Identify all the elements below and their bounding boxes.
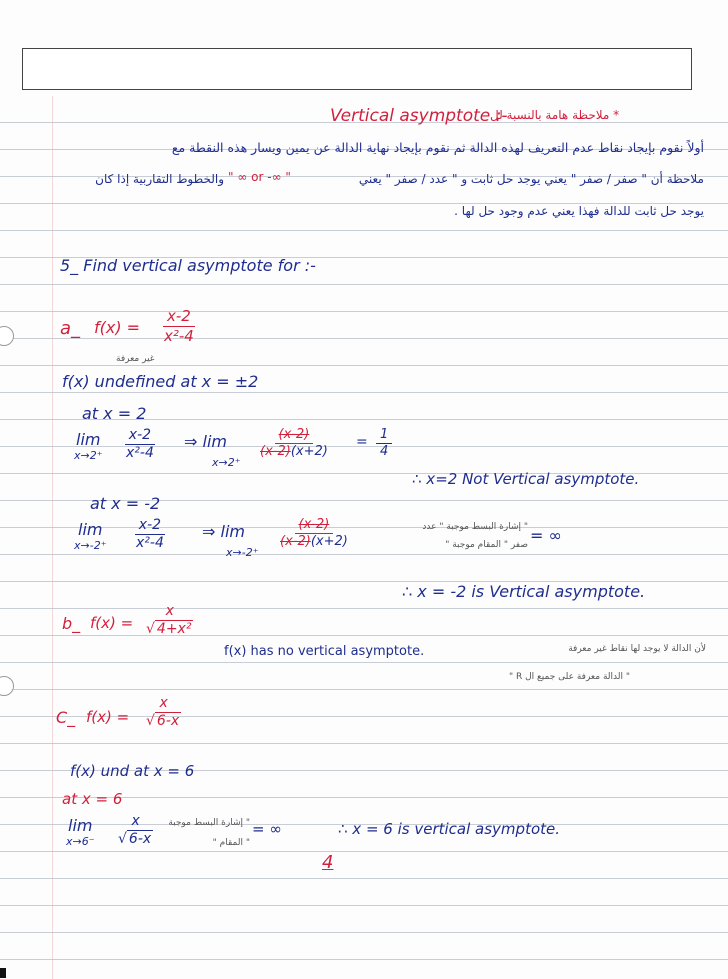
part-a-numerator: x-2 [163,308,195,327]
note-paragraph-line2-a: ملاحظة أن " صفر / صفر " يعني يوجد حل ثابت و " عدد / صفر " يعني [358,172,704,186]
lim-1b-fraction [256,428,332,460]
lim-2-arabic-top: " إشارة البسط موجبة " عدد [422,522,528,532]
note-paragraph-line1: أولاً نقوم بإيجاد نقاط عدم التعريف لهذه الدالة ثم نقوم بإيجاد نهاية الدالة عن يمين ويسار هذه النقطة مع [171,140,704,155]
sqrt-icon: √ 4+x² [146,621,192,638]
result-1-den: 4 [380,444,389,460]
part-a-arabic-note: غير معرفة [116,354,155,364]
part-c-fx: f(x) = [86,708,130,726]
lim-1-num: x-2 [125,428,155,445]
lim-1 [74,430,103,462]
part-b-arabic-2: " الدالة معرفة على جميع ال R " [508,672,630,682]
lim-1b-sub: x→2⁺ [212,456,241,469]
part-a-fraction [160,308,198,344]
part-c-at: at x = 6 [62,790,123,808]
lim-2-arabic-bottom: صفر " المقام موجبة " [445,540,528,550]
result-1 [376,428,392,460]
part-b-label: b_ [62,614,81,633]
arrow-lim-2b: ⇒ lim [202,522,245,541]
part-c-und-line: f(x) und at x = 6 [70,762,195,780]
part-b-numerator: x [162,604,178,621]
lim-3-radicand: 6-x [128,831,152,848]
part-c-fraction [142,696,185,730]
part-b-radicand: 4+x² [156,621,192,638]
part-b-fraction [142,604,197,638]
lim-2b-den-strike: (x-2) [280,534,311,550]
result-2: = ∞ [530,526,562,545]
margin-line [52,96,53,979]
page-number: 4 [322,852,334,873]
part-c-conclusion: ∴ x = 6 is vertical asymptote. [338,820,561,838]
lim-1-word: lim [76,430,101,449]
lim-3-num: x [127,814,143,831]
lim-2-num: x-2 [135,518,165,535]
conclusion-1: ∴ x=2 Not Vertical asymptote. [412,470,640,488]
lim-3-fraction [114,814,157,848]
lim-2b-sub: x→-2⁺ [226,546,259,559]
part-a-label: a_ [60,318,81,339]
sqrt-icon-lim: √ 6-x [118,831,152,848]
sqrt-icon-c: √ 6-x [146,713,180,730]
note-title-arabic: * ملاحظة هامة بالنسبة لل [490,108,620,122]
lim-2 [74,520,107,552]
part-c-result: = ∞ [252,820,282,838]
part-a-at-minus-2: at x = -2 [90,494,161,513]
conclusion-2: ∴ x = -2 is Vertical asymptote. [402,582,646,601]
part-b-fx: f(x) = [90,614,134,632]
lim-1b-den-rest: (x+2) [290,444,328,460]
lim-1-fraction [122,428,158,462]
note-infinity: " ∞ or -∞ " [228,170,291,184]
part-c-numerator: x [155,696,171,713]
note-title-english: Vertical asymptote :- [330,106,508,126]
lim-2b-den-rest: (x+2) [310,534,348,550]
lim-2-word: lim [78,520,103,539]
part-a-fx: f(x) = [94,318,141,337]
part-c-label: C_ [56,708,76,727]
header-box [22,48,692,90]
result-1-num: 1 [376,428,392,444]
lim-1-sub: x→2⁺ [74,449,103,462]
lim-2-den: x²-4 [136,535,164,552]
part-b-statement: f(x) has no vertical asymptote. [224,644,425,659]
part-a-denominator: x²-4 [164,326,194,345]
lim-1-den: x²-4 [126,445,154,462]
edge-mark [0,968,6,978]
lim-2b-fraction [276,518,352,550]
lim-3 [66,816,95,848]
arrow-lim-1b: ⇒ lim [184,432,227,451]
lim-2-sub: x→-2⁺ [74,539,107,552]
lim-3-sub: x→6⁻ [66,835,95,848]
part-a-undefined-line: f(x) undefined at x = ±2 [62,372,259,391]
part-c-radicand: 6-x [156,713,180,730]
part-c-arabic-top: " إشارة البسط موجبة [168,818,250,828]
part-b-arabic-1: لأن الدالة لا يوجد لها نقاط غير معرفة [568,644,706,654]
note-paragraph-line2-b: والخطوط التقاربية إذا كان [95,172,224,186]
part-a-at-2: at x = 2 [82,404,147,423]
lim-1b-num: (x-2) [275,428,314,444]
lim-3-word: lim [68,816,93,835]
question-5-title: 5_ Find vertical asymptote for :- [60,256,316,275]
note-paragraph-line3: يوجد حل ثابت للدالة فهذا يعني عدم وجود حل لها . [454,204,704,218]
lim-1b-den-strike: (x-2) [260,444,291,460]
eq-1: = [356,434,368,450]
lim-2-fraction [132,518,168,552]
lim-2b-num: (x-2) [295,518,334,534]
part-c-arabic-bottom: " المقام " [212,838,250,848]
